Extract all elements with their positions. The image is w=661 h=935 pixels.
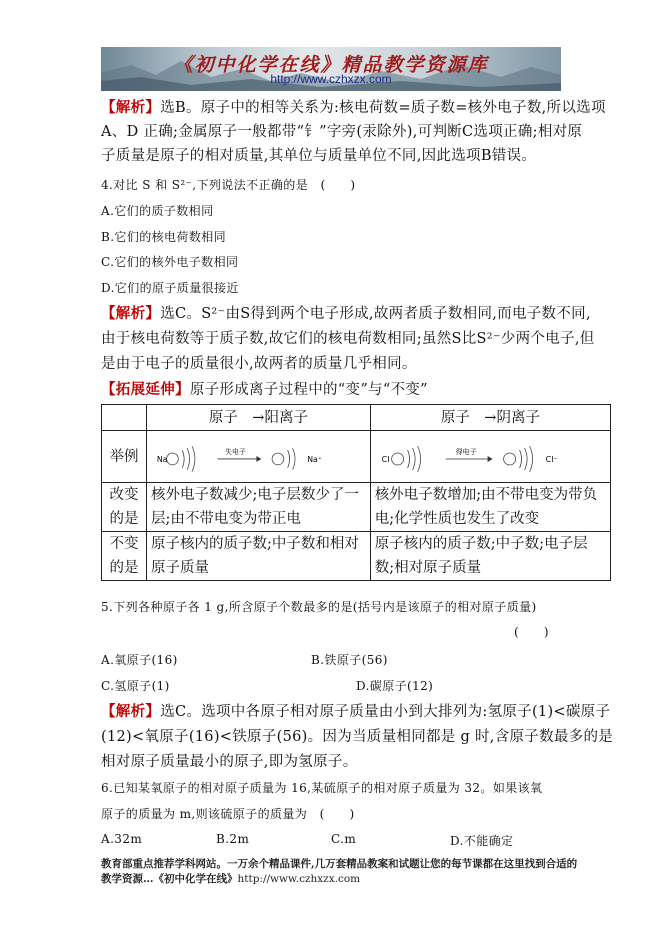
- q5-option-c: C.氢原子(1): [101, 679, 170, 693]
- page-footer: [101, 857, 577, 887]
- q4-analysis-line-2: 由于核电荷数等于质子数,故它们的核电荷数相同;虽然S比S²⁻少两个电子,但: [101, 331, 595, 347]
- header-banner: [101, 47, 561, 91]
- site-title: 《初中化学在线》精品教学资源库: [173, 54, 489, 76]
- q4-option-a: A.它们的质子数相同: [101, 204, 214, 218]
- q5-analysis-line-2: (12)<氧原子(16)<铁原子(56)。因为当质量相同都是 g 时,含原子数最多的是: [101, 729, 614, 745]
- table-header-anion: 原子 →阴离子: [370, 405, 610, 431]
- q3-analysis-line-2: A、D 正确;金属原子一般都带“钅”字旁(汞除外),可判断C选项正确;相对原: [101, 124, 583, 140]
- example-anion-diagram: [370, 431, 610, 483]
- q3-analysis-line-1: 【解析】选B。原子中的相等关系为:核电荷数=质子数=核外电子数,所以选项: [101, 99, 606, 116]
- table-header-cation: 原子 →阳离子: [147, 405, 371, 431]
- svg-text:Cl⁻: Cl⁻: [545, 454, 558, 464]
- q4-option-b: B.它们的核电荷数相同: [101, 230, 227, 244]
- table-row-example: [102, 431, 611, 483]
- row-label-changes: 改变 的是: [102, 483, 147, 532]
- extension-tag: 【拓展延伸】: [101, 381, 190, 398]
- table-row-changes: [102, 483, 611, 532]
- footer-url[interactable]: http://www.czhxzx.com: [237, 873, 361, 885]
- q5-answer-paren: ( ): [514, 625, 549, 639]
- unchanged-cation-cell: 原子核内的质子数;中子数和相对原子质量: [147, 532, 371, 581]
- changes-cation-cell: 核外电子数减少;电子层数少了一层;由不带电变为带正电: [147, 483, 371, 532]
- q5-analysis-line-3: 相对原子质量最小的原子,即为氢原子。: [101, 754, 358, 770]
- example-cation-diagram: [147, 431, 371, 483]
- svg-text:Cl: Cl: [381, 454, 390, 464]
- table-corner-cell: [102, 405, 147, 431]
- q4-analysis-line-3: 是由于电子的质量很小,故两者的质量几乎相同。: [101, 356, 417, 372]
- table-row-unchanged: [102, 532, 611, 581]
- q6-stem-line-2: 原子的质量为 m,则该硫原子的质量为 ( ): [101, 807, 355, 821]
- q6-option-a: A.32m: [101, 832, 143, 846]
- q6-option-b: B.2m: [216, 832, 250, 846]
- extension-table: [101, 404, 611, 581]
- q3-analysis-line-3: 子质量是原子的相对质量,其单位与质量单位不同,因此选项B错误。: [101, 148, 537, 164]
- analysis-tag: 【解析】: [101, 703, 161, 720]
- q6-stem-line-1: 6.已知某氧原子的相对原子质量为 16,某硫原子的相对原子质量为 32。如果该氧: [101, 781, 543, 795]
- row-label-example: 举例: [102, 431, 147, 483]
- extension-heading: 【拓展延伸】原子形成离子过程中的“变”与“不变”: [101, 381, 428, 398]
- unchanged-anion-cell: 原子核内的质子数;中子数;电子层数;相对原子质量: [370, 532, 610, 581]
- svg-text:失电子: 失电子: [225, 447, 246, 456]
- q4-option-d: D.它们的原子质量很接近: [101, 281, 239, 295]
- svg-text:Na: Na: [156, 454, 168, 464]
- chlorine-ionization-diagram: [375, 440, 606, 474]
- row-label-unchanged: 不变 的是: [102, 532, 147, 581]
- footer-line-2: 教学资源…《初中化学在线》http://www.czhxzx.com: [101, 873, 361, 885]
- q5-option-a: A.氧原子(16): [101, 653, 178, 667]
- table-header-row: [102, 405, 611, 431]
- q5-stem: 5.下列各种原子各 1 g,所含原子个数最多的是(括号内是该原子的相对原子质量): [101, 600, 537, 614]
- q4-stem: 4.对比 S 和 S²⁻,下列说法不正确的是 ( ): [101, 178, 356, 192]
- q4-option-c: C.它们的核外电子数相同: [101, 255, 239, 269]
- q5-option-d: D.碳原子(12): [356, 679, 434, 693]
- footer-line-1: 教育部重点推荐学科网站。一万余个精品课件,几万套精品教案和试题让您的每节课都在这里找到合适的: [101, 858, 578, 870]
- svg-text:得电子: 得电子: [455, 447, 477, 456]
- svg-text:Na⁺: Na⁺: [307, 454, 322, 464]
- q6-option-c: C.m: [331, 832, 357, 846]
- analysis-tag: 【解析】: [101, 99, 161, 116]
- q6-option-d: D.不能确定: [450, 834, 514, 848]
- q5-analysis-line-1: 【解析】选C。选项中各原子相对原子质量由小到大排列为:氢原子(1)<碳原子: [101, 703, 611, 720]
- sodium-ionization-diagram: [151, 440, 366, 474]
- analysis-tag: 【解析】: [101, 305, 161, 322]
- site-url[interactable]: http://www.czhxzx.com: [270, 72, 392, 86]
- changes-anion-cell: 核外电子数增加;由不带电变为带负电;化学性质也发生了改变: [370, 483, 610, 532]
- q4-analysis-line-1: 【解析】选C。S²⁻由S得到两个电子形成,故两者质子数相同,而电子数不同,: [101, 305, 591, 322]
- q5-option-b: B.铁原子(56): [311, 653, 388, 667]
